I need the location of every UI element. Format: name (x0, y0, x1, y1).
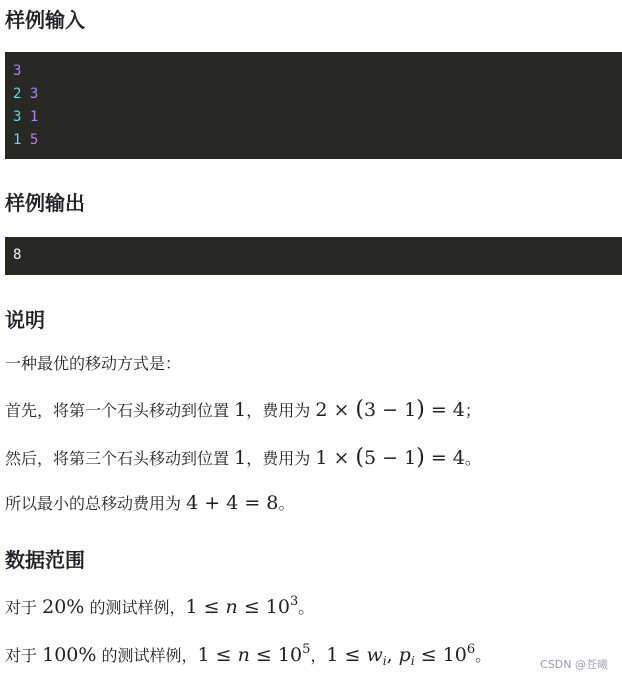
code-number: 8 (13, 247, 22, 263)
explanation-step-2 (5, 445, 481, 472)
sample-output-code-block (5, 237, 622, 275)
code-line (13, 83, 622, 106)
code-number: 3 (29, 86, 39, 102)
code-number: 3 (13, 109, 22, 125)
cost-label: ，费用为 (246, 449, 311, 468)
data-range-heading: 数据范围 (5, 548, 85, 572)
code-line (13, 106, 622, 129)
cost-formula: 2 × (3 − 1) = 4 (315, 397, 465, 422)
explanation-step-1 (5, 397, 481, 424)
constraint-formula: $1 \le n \le 10^5$ (197, 642, 311, 666)
sample-input-heading: 样例输入 (5, 8, 85, 32)
data-range-line-2: 对于 100% 的测试样例，$1 \le n \le 10^5$，$1 \le w_i$, $p_i \le 10^6$。 (5, 642, 492, 668)
position-value: 1 (234, 399, 247, 421)
summary-text: 所以最小的总移动费用为 (5, 494, 182, 513)
sentence-end: ； (464, 401, 481, 420)
code-number: 3 (13, 63, 22, 79)
sentence-end: 。 (464, 449, 481, 468)
step-text: 首先，将第一个石头移动到位置 (5, 401, 230, 420)
sentence-end: 。 (278, 494, 295, 513)
constraint-formula: $1 \le n \le 10^3$ (185, 594, 299, 618)
data-range-line-1: 对于 20% 的测试样例，$1 \le n \le 10^3$。 (5, 594, 315, 618)
explanation-heading: 说明 (5, 308, 45, 332)
explanation-intro: 一种最优的移动方式是： (5, 354, 182, 373)
code-number: 1 (29, 109, 39, 125)
code-number: 1 (13, 132, 22, 148)
sample-output-heading: 样例输出 (5, 191, 85, 215)
percent-value: 100% (42, 644, 97, 666)
summary-formula: 4 + 4 = 8 (186, 492, 279, 514)
code-line (13, 244, 622, 267)
watermark: CSDN @苍曦 (540, 658, 608, 671)
percent-value: 20% (42, 596, 85, 618)
code-line (13, 60, 622, 83)
constraint-formula: $1 \le w_i$, $p_i \le 10^6$ (326, 642, 476, 668)
position-value: 1 (234, 447, 247, 469)
code-number: 2 (13, 86, 22, 102)
cost-formula: 1 × (5 − 1) = 4 (315, 445, 465, 470)
code-line (13, 129, 622, 152)
sample-input-code-block (5, 52, 622, 159)
explanation-summary (5, 490, 294, 517)
step-text: 然后，将第三个石头移动到位置 (5, 449, 230, 468)
code-number: 5 (29, 132, 39, 148)
cost-label: ，费用为 (246, 401, 311, 420)
